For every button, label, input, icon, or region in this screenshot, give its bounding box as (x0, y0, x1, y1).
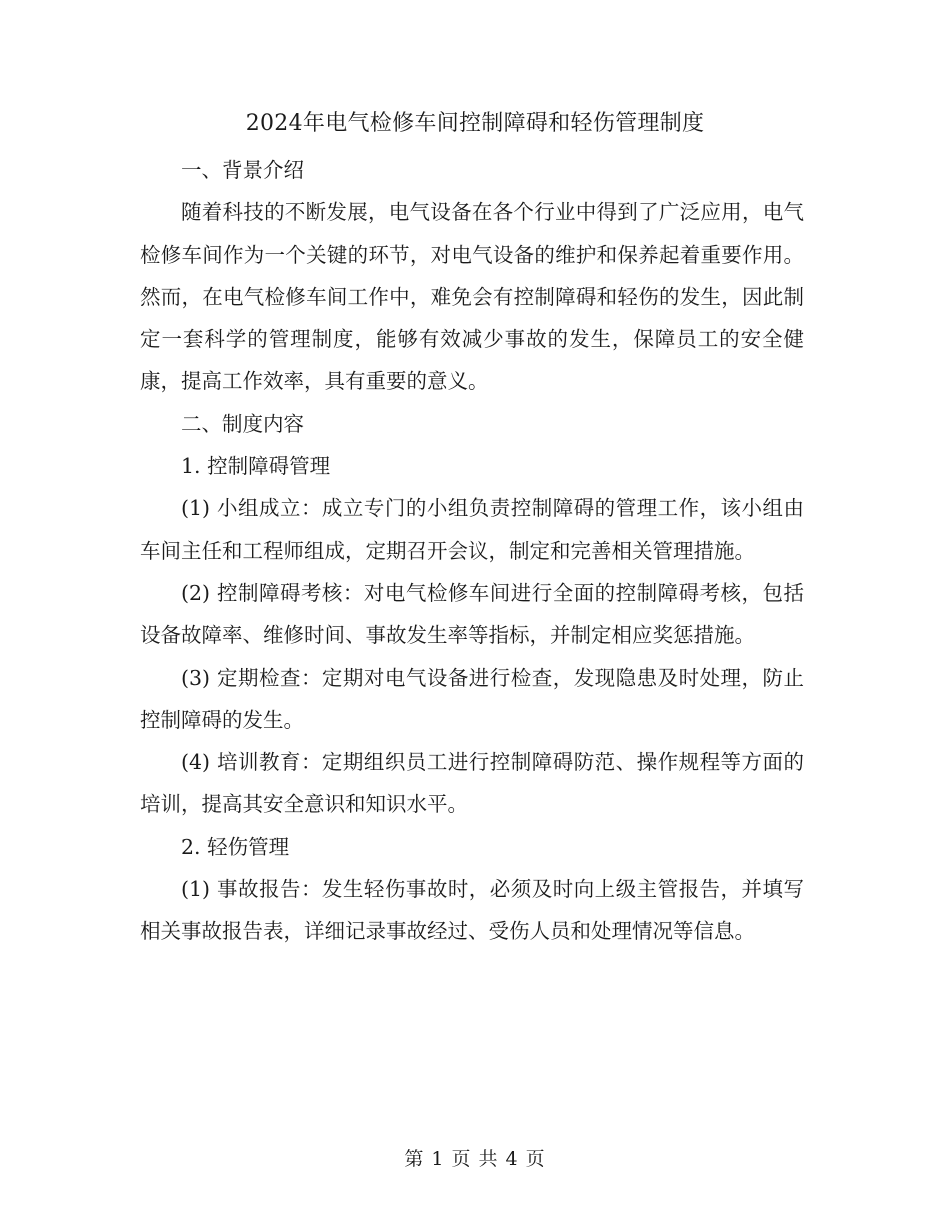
list-item-inspection: (3) 定期检查：定期对电气设备进行检查，发现隐患及时处理，防止控制障碍的发生。 (140, 665, 804, 732)
page-number-footer: 第 1 页 共 4 页 (404, 1148, 546, 1170)
section-heading-content: 二、制度内容 (181, 411, 304, 436)
list-item-training: (4) 培训教育：定期组织员工进行控制障碍防范、操作规程等方面的培训，提高其安全意识和知识水平。 (140, 750, 804, 817)
list-item-assessment: (2) 控制障碍考核：对电气检修车间进行全面的控制障碍考核，包括设备故障率、维修时间、事故发生率等指标，并制定相应奖惩措施。 (140, 580, 804, 648)
document-body (140, 149, 804, 953)
section-heading-background: 一、背景介绍 (181, 158, 304, 182)
subheading-minor-injury: 2. 轻伤管理 (181, 834, 290, 859)
subheading-control-obstacle: 1. 控制障碍管理 (181, 454, 331, 479)
list-item-group-setup: (1) 小组成立：成立专门的小组负责控制障碍的管理工作，该小组由车间主任和工程师组成，定期召开会议，制定和完善相关管理措施。 (140, 496, 804, 563)
paragraph-background: 随着科技的不断发展，电气设备在各个行业中得到了广泛应用，电气检修车间作为一个关键的环节，对电气设备的维护和保养起着重要作用。然而，在电气检修车间工作中，难免会有控制障碍和轻伤的发生，因此制定一套科学的管理制度，能够有效减少事故的发生，保障员工的安全健康，提高工作效率，具有重要的意义。 (140, 200, 804, 394)
list-item-accident-report: (1) 事故报告：发生轻伤事故时，必须及时向上级主管报告，并填写相关事故报告表，详细记录事故经过、受伤人员和处理情况等信息。 (140, 877, 804, 944)
document-title: 2024年电气检修车间控制障碍和轻伤管理制度 (245, 111, 705, 136)
